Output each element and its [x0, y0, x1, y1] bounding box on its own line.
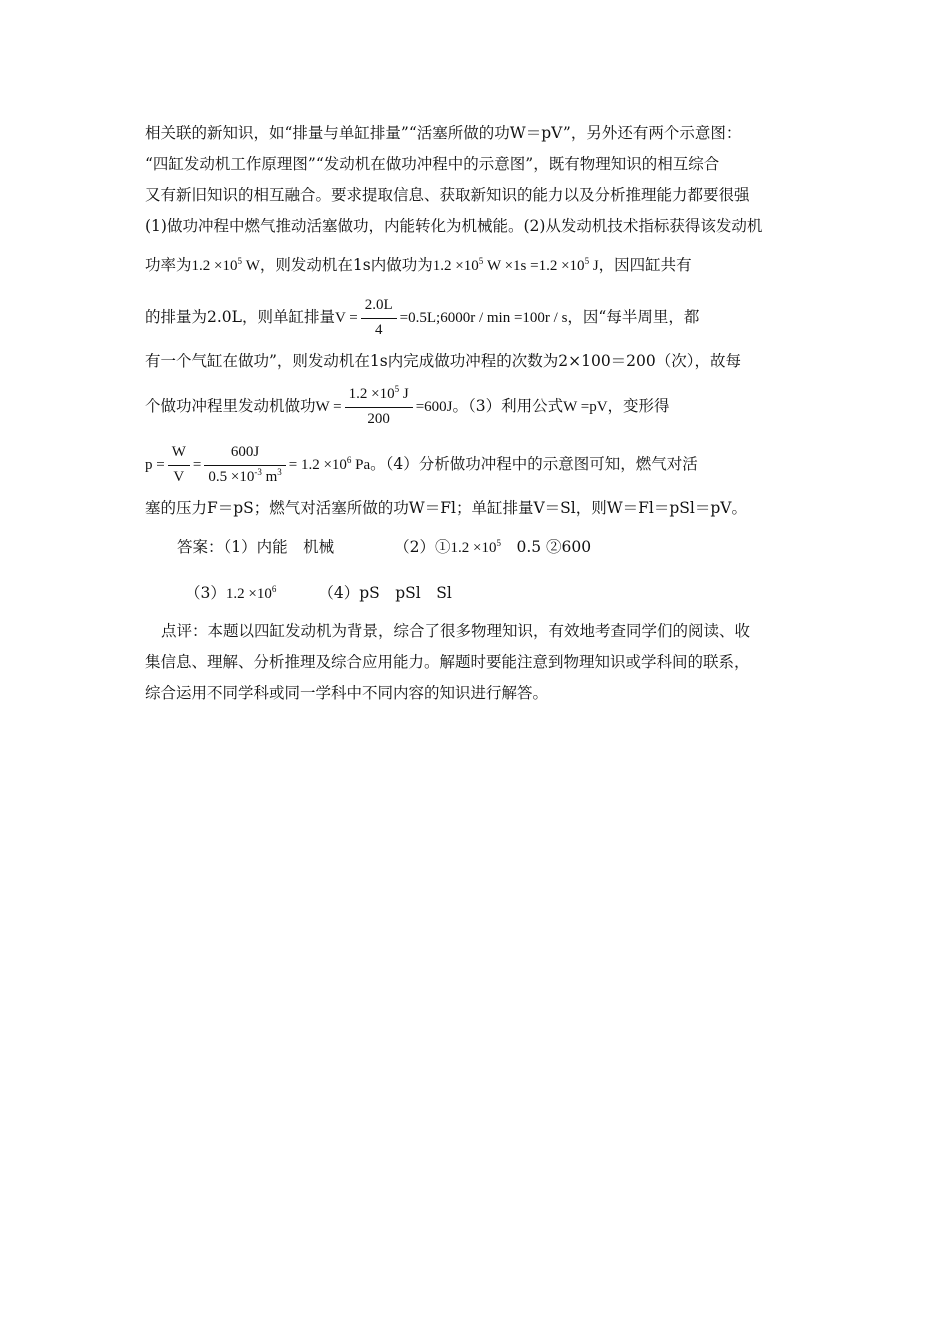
formula-part: 1.2 ×10	[432, 258, 479, 274]
text-line-4: (1)做功冲程中燃气推动活塞做功，内能转化为机械能。(2)从发动机技术指标获得该发动机	[145, 217, 763, 235]
fraction-numerator: 2.0L	[361, 296, 397, 319]
formula-part: 1.2 ×10	[191, 258, 238, 274]
answer-part-3-label: （3）	[185, 584, 226, 602]
formula-part: W	[241, 258, 260, 274]
formula-part: 0.5 ×10	[208, 468, 255, 485]
text-line-10: 塞的压力F＝pS；燃气对活塞所做的功W＝Fl；单缸排量V＝Sl，则W＝Fl＝pSl＝pV。	[145, 499, 747, 517]
text-span: ，因“每半周里，都	[567, 308, 700, 326]
fraction-denominator: V	[173, 468, 185, 485]
formula-part: J	[399, 386, 409, 402]
pressure-fraction-1	[168, 443, 190, 487]
text-line-7: 有一个气缸在做功”，则发动机在1s内完成做功冲程的次数为2×100＝200（次），故每	[145, 352, 742, 370]
work-lhs: W =	[315, 399, 342, 415]
text-line-3: 又有新旧知识的相互融合。要求提取信息、获取新知识的能力以及分析推理能力都要很强	[145, 186, 750, 204]
fraction-denominator	[204, 466, 285, 488]
formula-part: 1.2 ×10	[450, 540, 497, 556]
fraction-numerator	[345, 385, 413, 408]
answer-part-2-formula	[451, 540, 501, 556]
formula-exponent: 6	[271, 584, 277, 594]
formula-part: 1.2 ×10	[348, 386, 395, 402]
formula-exponent: 5	[237, 256, 242, 266]
text-span: 的排量为2.0L，则单缸排量	[145, 308, 335, 326]
answer-line-1	[145, 524, 810, 570]
volume-lhs: V =	[334, 310, 358, 326]
work-fraction	[345, 385, 413, 429]
text-line-5	[145, 242, 810, 288]
pressure-result	[289, 457, 370, 473]
comment-line-3: 综合运用不同学科或同一学科中不同内容的知识进行解答。	[145, 684, 549, 702]
answer-line-2	[145, 570, 810, 616]
answer-part-2-label: （2）①	[394, 538, 451, 556]
formula-exponent: 5	[394, 384, 400, 394]
formula-exponent: 5	[584, 256, 590, 266]
answer-part-2-rest: 0.5 ②600	[500, 538, 592, 556]
text-line-2: “四缸发动机工作原理图”“发动机在做功冲程中的示意图”，既有物理知识的相互综合	[145, 155, 720, 173]
text-line-8	[145, 377, 810, 435]
comment-line-1: 点评：本题以四缸发动机为背景，综合了很多物理知识，有效地考查同学们的阅读、收	[161, 622, 751, 640]
answer-part-3-formula	[226, 586, 276, 602]
pressure-lhs: p =	[145, 457, 165, 473]
text-line-9	[145, 435, 810, 493]
formula-part: 1.2 ×10	[225, 586, 272, 602]
pressure-fraction-2	[204, 443, 285, 487]
fraction-numerator: W	[168, 443, 190, 466]
formula-exponent: 3	[277, 466, 282, 477]
text-span: 功率为	[145, 256, 192, 274]
formula-part: Pa	[351, 457, 371, 473]
formula-exponent: -3	[254, 466, 262, 477]
formula-exponent: 5	[496, 538, 501, 548]
text-span: 个做功冲程里发动机做功	[145, 397, 316, 415]
power-formula	[192, 258, 260, 274]
pressure-eq: =	[192, 457, 202, 473]
formula-exponent: 6	[346, 455, 352, 465]
text-line-6	[145, 288, 810, 346]
comment-line-2: 集信息、理解、分析推理及综合应用能力。解题时要能注意到物理知识或学科间的联系，	[145, 653, 750, 671]
text-span: ，变形得	[607, 397, 670, 415]
work-rest: =600J	[415, 399, 453, 415]
fraction-denominator: 4	[374, 321, 383, 338]
volume-rest: =0.5L;6000r / min =100r / s	[399, 310, 568, 326]
work-formula	[433, 258, 599, 274]
volume-fraction	[361, 296, 397, 340]
formula-part: W ×1s =1.2 ×10	[483, 258, 585, 274]
text-span: 。（4）分析做功冲程中的示意图可知，燃气对活	[370, 455, 698, 473]
text-span: ，则发动机在1s内做功为	[259, 256, 433, 274]
fraction-denominator: 200	[367, 410, 390, 427]
formula-exponent: 5	[478, 256, 484, 266]
formula-part: m	[261, 468, 278, 485]
formula-part: = 1.2 ×10	[288, 457, 347, 473]
solution-text	[145, 118, 810, 709]
answer-part-4: （4）pS pSl Sl	[318, 584, 452, 602]
text-span: ，因四缸共有	[598, 256, 692, 274]
wpv-formula: W =pV	[563, 399, 608, 415]
answer-label: 答案：（1）内能 机械	[177, 538, 335, 556]
text-line-1: 相关联的新知识，如“排量与单缸排量”“活塞所做的功W＝pV”，另外还有两个示意图：	[145, 124, 742, 142]
text-span: 。（3）利用公式	[452, 397, 564, 415]
fraction-numerator: 600J	[204, 443, 285, 466]
formula-part: J	[589, 258, 599, 274]
